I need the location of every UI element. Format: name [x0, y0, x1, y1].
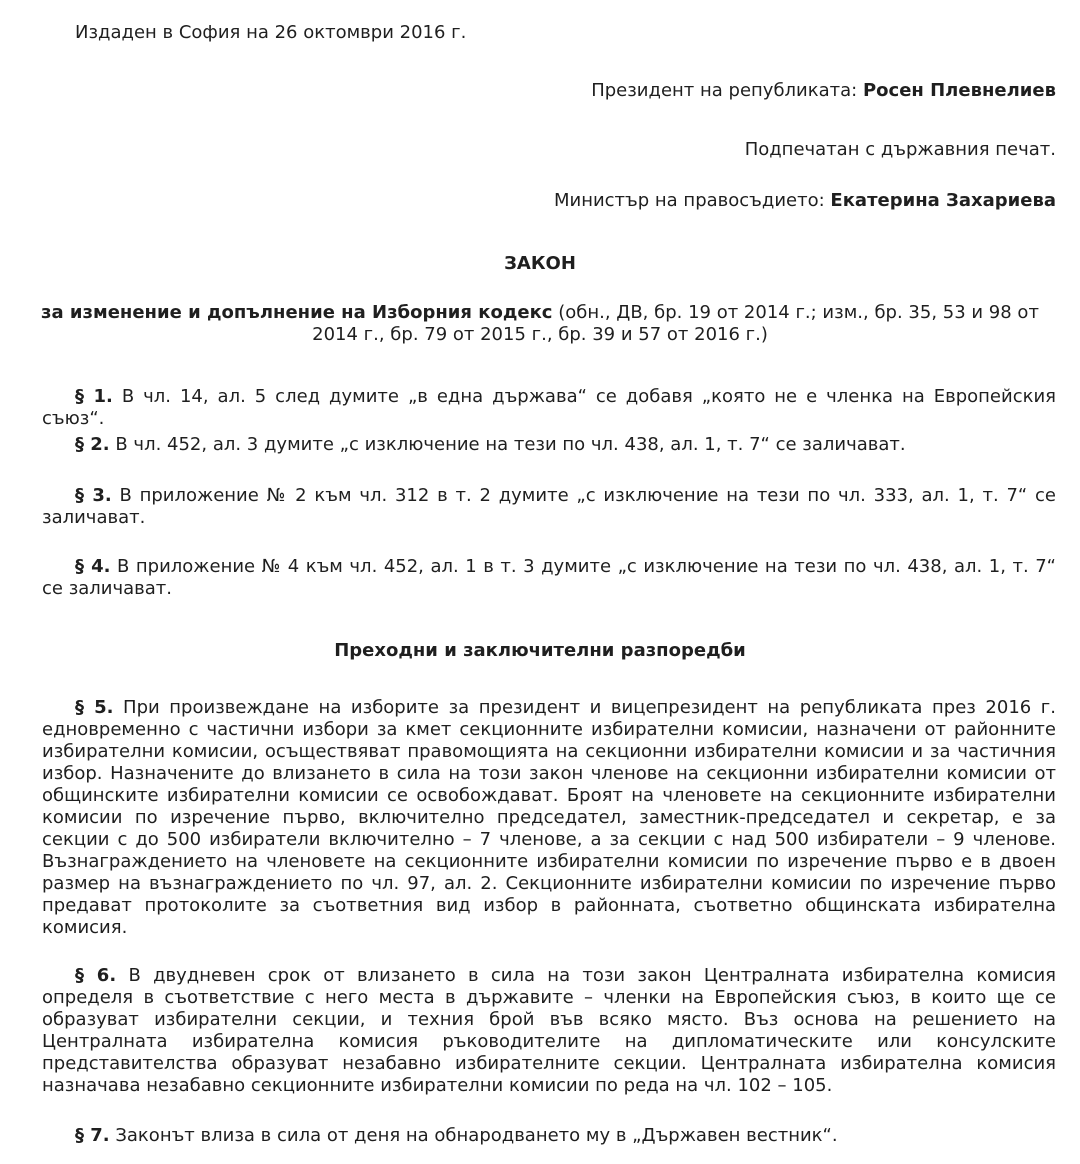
section-label: § 4.: [75, 556, 111, 577]
section-text: Законът влиза в сила от деня на обнародването му в „Държавен вестник“.: [109, 1125, 838, 1146]
section-6: [42, 965, 1056, 1097]
section-text: В приложение № 2 към чл. 312 в т. 2 думите „с изключение на тези по чл. 333, ал. 1, т. 7“ се заличават.: [42, 485, 1056, 528]
section-text: В приложение № 4 към чл. 452, ал. 1 в т. 3 думите „с изключение на тези по чл. 438, ал. 1, т. 7“ се заличават.: [42, 556, 1056, 599]
minister-name: Екатерина Захариева: [830, 190, 1056, 211]
section-7: [42, 1125, 1056, 1147]
section-label: § 3.: [75, 485, 112, 506]
section-5: [42, 697, 1056, 939]
section-2: [42, 434, 1056, 456]
section-label: § 5.: [75, 697, 114, 718]
section-label: § 1.: [75, 386, 113, 407]
section-3: [42, 485, 1056, 529]
sealed-line: Подпечатан с държавния печат.: [744, 139, 1056, 160]
section-text: В чл. 452, ал. 3 думите „с изключение на тези по чл. 438, ал. 1, т. 7“ се заличават.: [109, 434, 906, 455]
section-1: [42, 386, 1056, 430]
section-label: § 2.: [75, 434, 110, 455]
president-name: Росен Плевнелиев: [862, 80, 1056, 101]
law-subtitle: [24, 302, 1056, 346]
section-text: При произвеждане на изборите за президент и вицепрезидент на републиката през 2016 г. едновременно с частични избори за кмет секционните избирателни комисии, назначени от районните избирателни комисии, осъществяват правомощията на секционни избирателни комисии и за частичния избор. Назначените до влизането в сила на този закон членове на секционни избирателни комисии от общинските избирателни комисии се освобождават. Броят на членовете на секционните избирателни комисии по изречение първо, включително председател, заместник-председател и секретар, е за секции с до 500 избиратели включително – 7 членове, а за секции с над 500 избиратели – 9 членове. Възнаграждението на членовете на секционните избирателни комисии по изречение първо е в двоен размер на възнаграждението по чл. 97, ал. 2. Секционните избирателни комисии по изречение първо предават протоколите за съответния вид избор в районната, съответно общинската избирателна комисия.: [42, 697, 1056, 938]
section-text: В двудневен срок от влизането в сила на този закон Централната избирателна комисия определя в съответствие с него места в държавите – членки на Европейския съюз, в които ще се образуват избирателни секции, и техния брой във всяко място. Въз основа на решението на Централната избирателна комисия ръководителите на дипломатическите или консулските представителства образуват незабавно избирателните секции. Централната избирателна комисия назначава незабавно секционните избирателни комисии по реда на чл. 102 – 105.: [42, 965, 1056, 1096]
law-subtitle-bold: за изменение и допълнение на Изборния кодекс: [41, 302, 553, 323]
law-title: ЗАКОН: [504, 253, 576, 274]
section-label: § 7.: [75, 1125, 110, 1146]
issued-line: Издаден в София на 26 октомври 2016 г.: [75, 22, 467, 43]
minister-label: Министър на правосъдието:: [553, 190, 825, 211]
minister-signature: [554, 190, 1056, 212]
president-label: Президент на републиката:: [591, 80, 858, 101]
transitional-heading: Преходни и заключителни разпоредби: [334, 640, 746, 661]
section-text: В чл. 14, ал. 5 след думите „в една държава“ се добавя „която не е членка на Европейския съюз“.: [42, 386, 1056, 429]
section-4: [42, 556, 1056, 600]
law-subtitle-rest: (обн., ДВ, бр. 19 от 2014 г.; изм., бр. 35, 53 и 98 от 2014 г., бр. 79 от 2015 г., бр. 39 и 57 от 2016 г.): [312, 302, 1039, 345]
section-label: § 6.: [75, 965, 117, 986]
president-signature: [591, 80, 1056, 102]
